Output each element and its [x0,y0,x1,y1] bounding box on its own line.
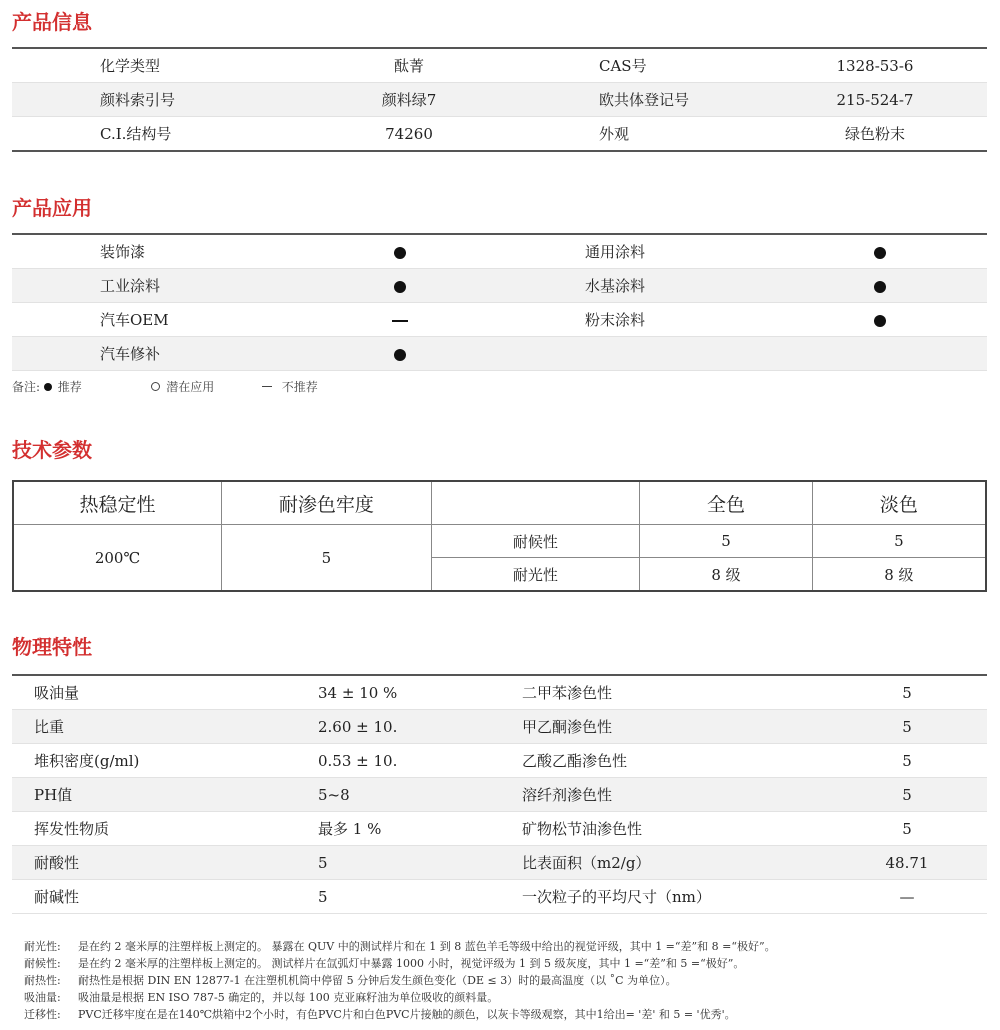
physical-value: 最多 1 % [318,812,522,846]
physical-label: 比重 [34,710,318,744]
table-row [12,48,987,83]
application-label: 装饰漆 [100,234,315,269]
legend-not-recommended: 不推荐 [281,380,318,394]
physical-value: 5~8 [318,778,522,812]
application-mark [315,337,485,371]
table-row [13,525,986,558]
physical-label: 矿物松节油渗色性 [522,812,827,846]
info-value: 酞菁 [315,48,503,83]
physical-table [12,674,987,914]
physical-label: 溶纤剂渗色性 [522,778,827,812]
physical-value: 2.60 ± 10. [318,710,522,744]
table-row [12,846,987,880]
tech-tint-value: 5 [812,525,986,558]
physical-label: 比表面积（m2/g） [522,846,827,880]
potential-circle-icon [151,382,160,391]
application-mark [785,303,955,337]
tech-tint-value: 8 级 [812,558,986,592]
info-label: C.I.结构号 [100,117,315,152]
tech-row-label: 耐候性 [431,525,640,558]
info-value: 颜料绿7 [315,83,503,117]
info-label: 外观 [503,117,703,152]
application-mark [785,234,955,269]
physical-value: 34 ± 10 % [318,675,522,710]
recommended-dot-icon [394,247,406,259]
table-row [12,269,987,303]
info-value: 绿色粉末 [703,117,987,152]
physical-value: 5 [827,675,987,710]
application-mark [315,269,485,303]
heat-value: 200℃ [13,525,222,592]
footnote: 耐光性: 是在约 2 毫米厚的注塑样板上测定的。 暴露在 QUV 中的测试样片和在 1 到 8 蓝色羊毛等级中给出的视觉评级，其中 1 =“差”和 8 =“极好”。 [24,940,776,953]
recommended-dot-icon [874,315,886,327]
section-title-physical: 物理特性 [12,635,92,659]
physical-value: 5 [827,710,987,744]
tech-row-label: 耐光性 [431,558,640,592]
footnotes [24,938,776,1023]
application-label: 工业涂料 [100,269,315,303]
physical-value: 5 [827,744,987,778]
application-label [485,337,785,371]
table-row [12,812,987,846]
recommended-dot-icon [44,383,52,391]
physical-label: 甲乙酮渗色性 [522,710,827,744]
footnote: 吸油量: 吸油量是根据 EN ISO 787-5 确定的，并以每 100 克亚麻籽油为单位吸收的颜料量。 [24,991,499,1004]
table-row [12,234,987,269]
physical-value: 5 [827,812,987,846]
not-recommended-dash-icon [392,320,408,322]
not-recommended-dash-icon [262,386,272,387]
physical-label: 挥发性物质 [34,812,318,846]
recommended-dot-icon [394,281,406,293]
physical-value: 5 [318,846,522,880]
legend-recommended: 推荐 [57,380,82,394]
tech-header-heat: 热稳定性 [13,481,222,525]
section-title-info: 产品信息 [12,10,92,34]
recommended-dot-icon [394,349,406,361]
table-row [12,710,987,744]
legend-prefix: 备注: [12,380,41,394]
info-label: 化学类型 [100,48,315,83]
table-row [12,675,987,710]
footnote: 耐候性: 是在约 2 毫米厚的注塑样板上测定的。 测试样片在氙弧灯中暴露 1000 小时，视觉评级为 1 到 5 级灰度，其中 1 =“差”和 5 =“极好”。 [24,957,745,970]
footnote: 耐热性: 耐热性是根据 DIN EN 12877-1 在注塑机机筒中停留 5 分钟后发生颜色变化（DE ≤ 3）时的最高温度（以 ˚C 为单位）。 [24,974,677,987]
recommended-dot-icon [874,281,886,293]
application-table [12,233,987,371]
table-row [12,744,987,778]
application-mark [315,303,485,337]
tech-header-bleed: 耐渗色牢度 [222,481,432,525]
table-row [12,303,987,337]
tech-header-tint: 淡色 [812,481,986,525]
table-row [13,481,986,525]
physical-label: 二甲苯渗色性 [522,675,827,710]
tech-header-empty [431,481,640,525]
application-mark [785,337,955,371]
tech-header-full: 全色 [640,481,813,525]
physical-value: 5 [827,778,987,812]
application-label: 粉末涂料 [485,303,785,337]
section-title-application: 产品应用 [12,196,92,220]
physical-label: PH值 [34,778,318,812]
legend-potential: 潜在应用 [166,380,215,394]
physical-value: 48.71 [827,846,987,880]
info-label: 欧共体登记号 [503,83,703,117]
info-table [12,47,987,152]
table-row [12,83,987,117]
table-row [12,778,987,812]
section-title-tech: 技术参数 [12,438,92,462]
application-label: 通用涂料 [485,234,785,269]
tech-full-value: 5 [640,525,813,558]
physical-label: 堆积密度(g/ml) [34,744,318,778]
table-row [12,337,987,371]
tech-table [12,480,987,592]
application-label: 水基涂料 [485,269,785,303]
physical-label: 耐酸性 [34,846,318,880]
application-label: 汽车修补 [100,337,315,371]
application-mark [785,269,955,303]
physical-value: — [827,880,987,914]
tech-full-value: 8 级 [640,558,813,592]
info-label: CAS号 [503,48,703,83]
physical-label: 一次粒子的平均尺寸（nm） [522,880,827,914]
recommended-dot-icon [874,247,886,259]
table-row [12,880,987,914]
info-value: 215-524-7 [703,83,987,117]
physical-value: 5 [318,880,522,914]
physical-label: 乙酸乙酯渗色性 [522,744,827,778]
info-label: 颜料索引号 [100,83,315,117]
legend [12,378,318,395]
footnote: 迁移性: PVC迁移牢度在是在140℃烘箱中2个小时，有色PVC片和白色PVC片接触的颜色，以灰卡等级观察，其中1给出= '差' 和 5 = '优秀'。 [24,1008,736,1021]
physical-label: 吸油量 [34,675,318,710]
info-value: 1328-53-6 [703,48,987,83]
physical-label: 耐碱性 [34,880,318,914]
table-row [12,117,987,152]
physical-value: 0.53 ± 10. [318,744,522,778]
info-value: 74260 [315,117,503,152]
application-mark [315,234,485,269]
application-label: 汽车OEM [100,303,315,337]
bleed-value: 5 [222,525,432,592]
